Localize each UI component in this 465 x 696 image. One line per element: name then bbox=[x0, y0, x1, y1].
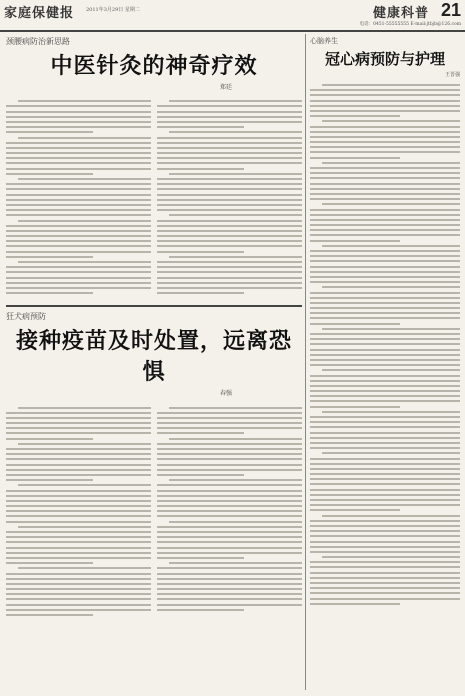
body-column bbox=[6, 97, 151, 297]
article-byline: 郑廷 bbox=[219, 84, 232, 91]
sidebar-byline: 王晋强 bbox=[444, 72, 460, 78]
page-number: 21 bbox=[440, 0, 461, 20]
sidebar-column bbox=[310, 36, 460, 608]
article-rabies bbox=[6, 311, 302, 619]
section-title: 家庭保健报 bbox=[4, 6, 75, 21]
column-divider bbox=[305, 34, 306, 690]
sidebar-kicker: 心脑养生 bbox=[310, 37, 338, 45]
article-body bbox=[6, 97, 302, 297]
sidebar-headline: 冠心病预防与护理 bbox=[324, 50, 445, 68]
article-acupuncture bbox=[6, 36, 302, 297]
section-name: 健康科普 bbox=[372, 6, 429, 21]
body-column bbox=[157, 403, 302, 619]
article-headline: 中医针灸的神奇疗效 bbox=[50, 53, 258, 79]
sidebar-body bbox=[310, 84, 460, 605]
body-column bbox=[157, 97, 302, 297]
article-kicker: 颈腰病防治新思路 bbox=[6, 37, 70, 46]
main-column bbox=[6, 36, 302, 619]
issue-date: 2011年3月29日 星期二 bbox=[86, 7, 140, 13]
article-kicker: 狂犬病预防 bbox=[6, 312, 46, 322]
contact-line: 电话：0451-55555555 E-mail:jtbjb@126.com bbox=[359, 22, 461, 27]
body-column bbox=[6, 403, 151, 619]
article-body bbox=[6, 403, 302, 619]
masthead bbox=[0, 0, 465, 32]
article-headline: 接种疫苗及时处置，远离恐惧 bbox=[15, 328, 292, 386]
article-byline: 春强 bbox=[219, 390, 232, 398]
section-rule bbox=[6, 305, 302, 307]
